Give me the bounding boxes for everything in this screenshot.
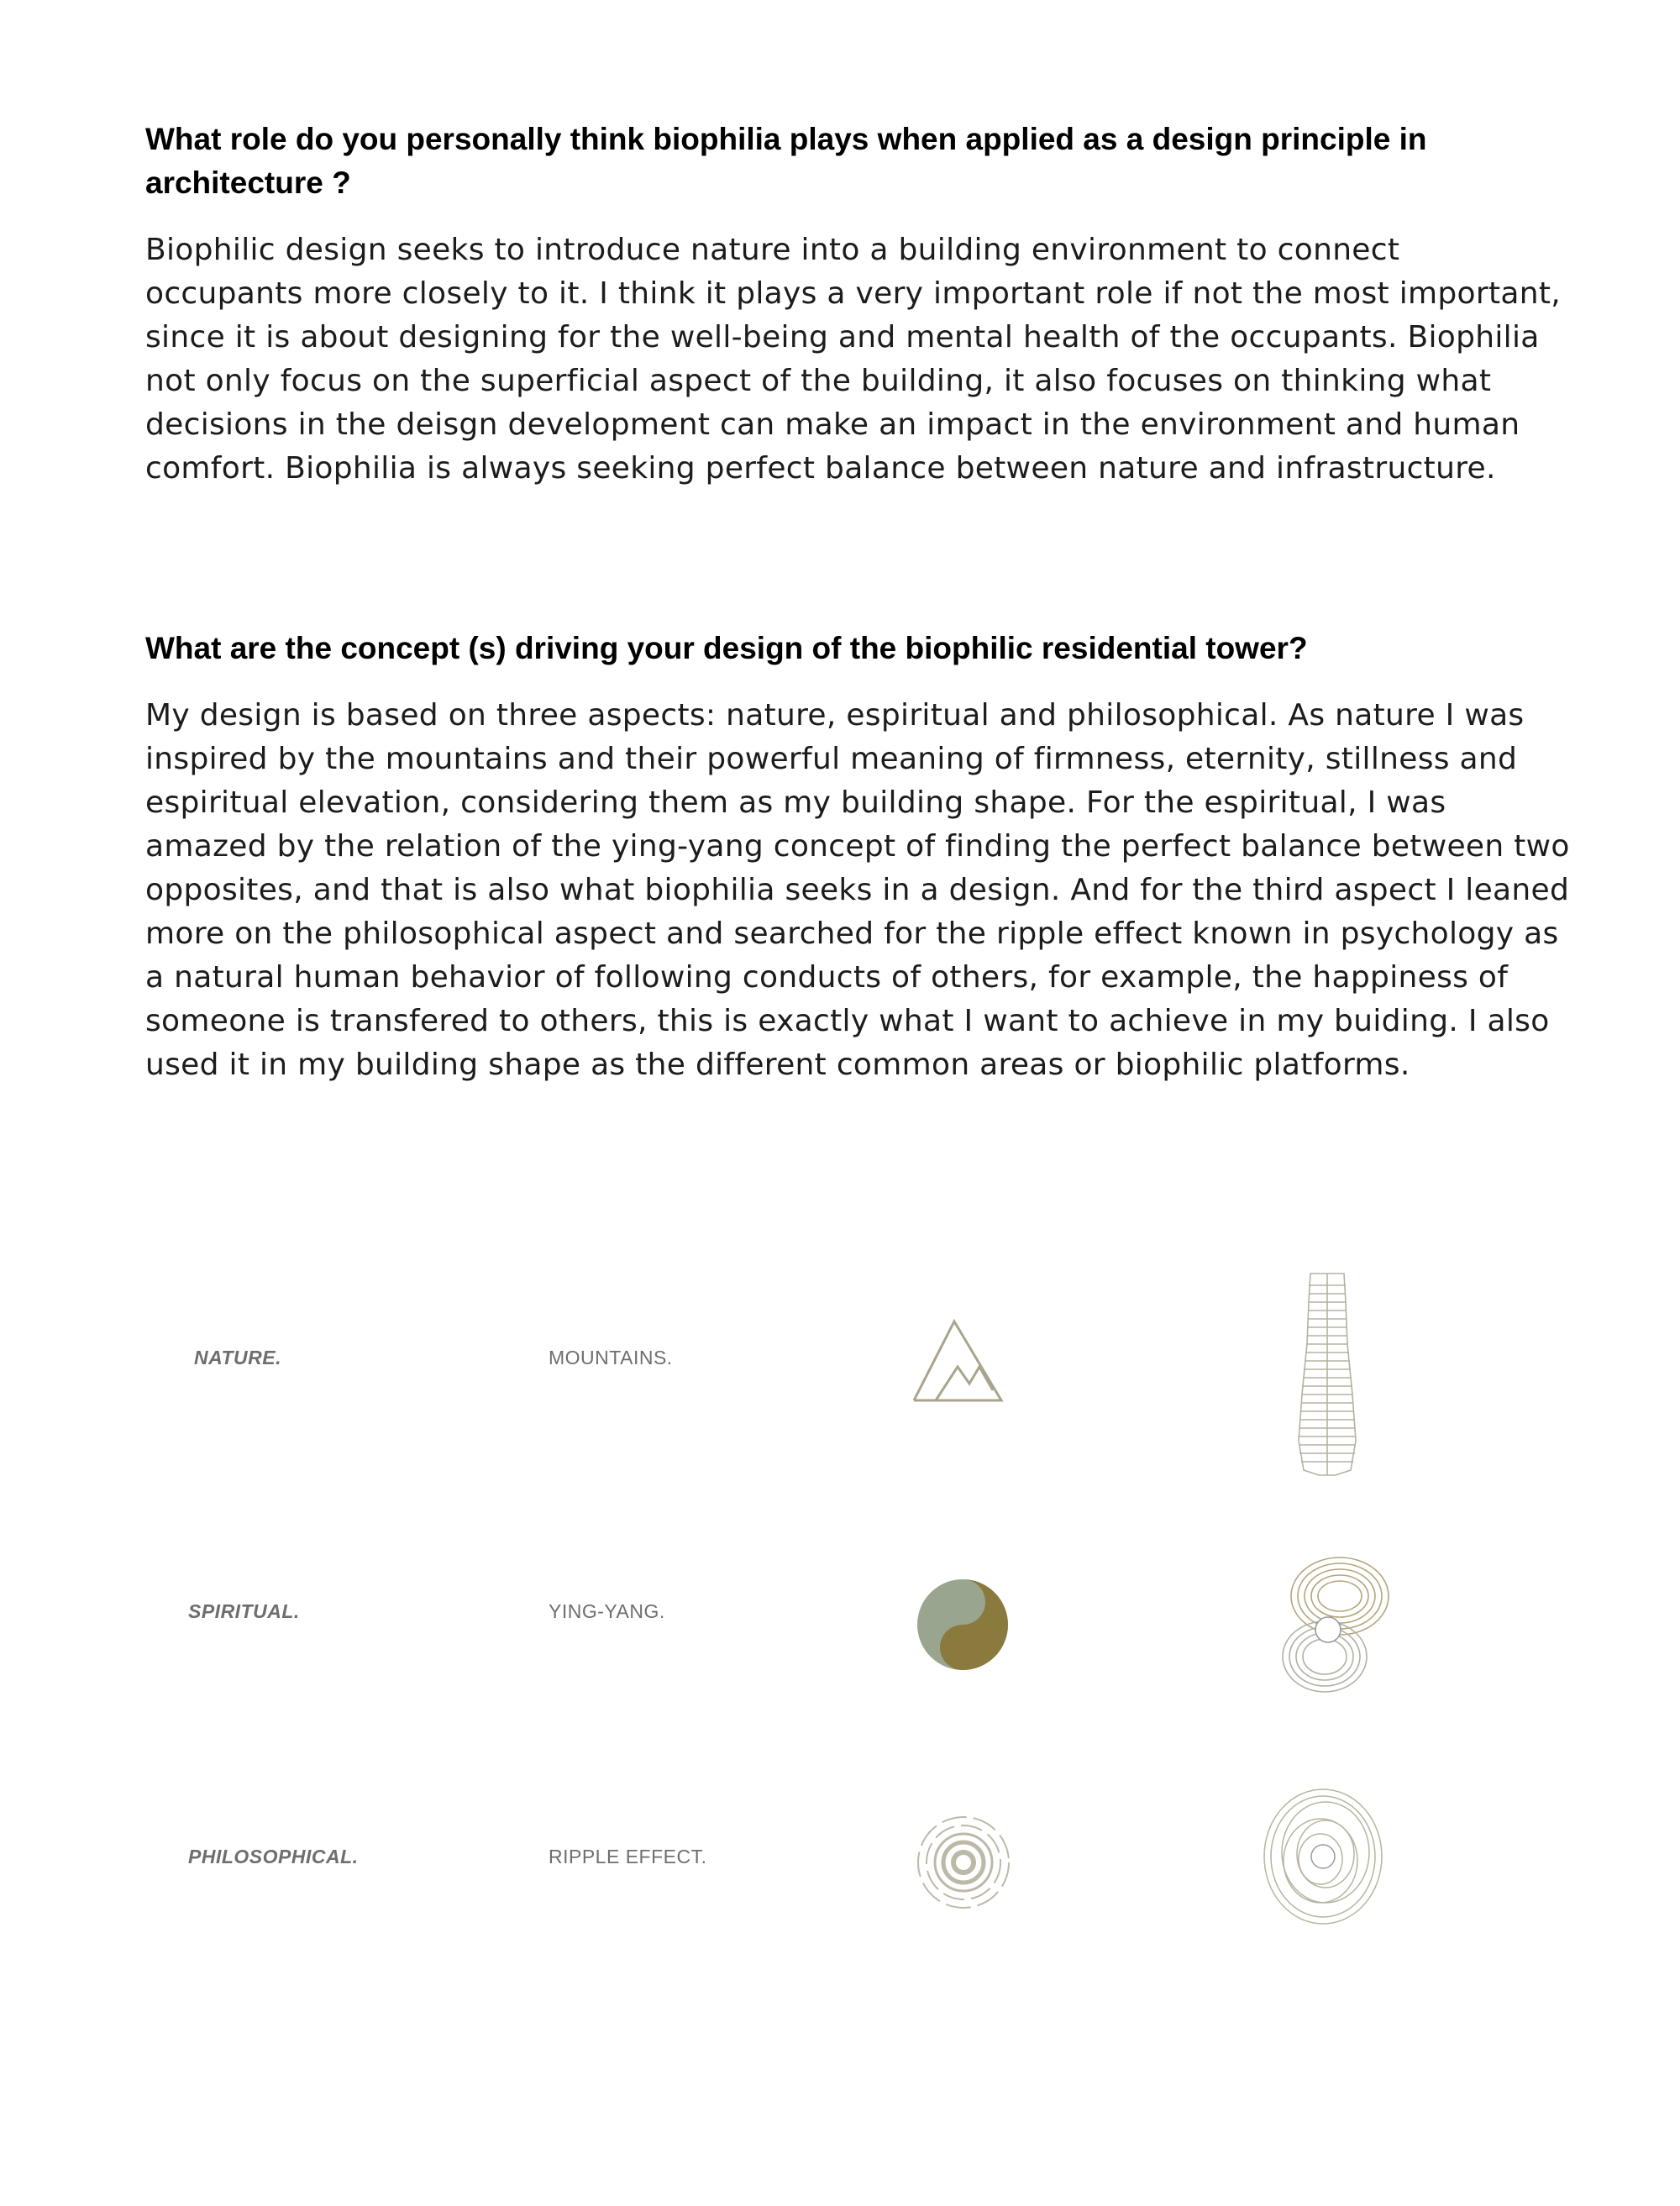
- question-2-heading: What are the concept (s) driving your design of the biophilic residential tower?: [145, 631, 1308, 665]
- aspect-label-nature: NATURE.: [194, 1347, 282, 1368]
- question-1-heading: What role do you personally think biophilia plays when applied as a design principle in architecture ?: [145, 122, 1427, 200]
- aspect-label-spiritual: SPIRITUAL.: [188, 1600, 300, 1622]
- concept-label-ripple-effect: RIPPLE EFFECT.: [549, 1846, 707, 1867]
- concept-label-ying-yang: YING-YANG.: [549, 1600, 665, 1622]
- tower-plan-sketch: [1273, 1554, 1399, 1697]
- tower-elevation-sketch: [1285, 1268, 1369, 1479]
- aspect-label-philosophical: PHILOSOPHICAL.: [188, 1846, 359, 1867]
- ripple-icon: [916, 1815, 1011, 1910]
- yin-yang-icon: [916, 1578, 1010, 1672]
- ripple-plan-sketch: [1260, 1785, 1386, 1928]
- answer-2-paragraph: My design is based on three aspects: nature, espiritual and philosophical. As nature I was inspired by the mountains and their powerful meaning of firmness, eternity, stillness and espiritual elevation, considering them as my building shape. For the espiritual, I was amazed by the relation of the ying-yang concept of finding the perfect balance between two opposites, and that is also what biophilia seeks in a design. And for the third aspect I leaned more on the philosophical aspect and searched for the ripple effect known in psychology as a natural human behavior of following conducts of others, for example, the happiness of someone is transfered to others, this is exactly what I want to achieve in my buiding. I also used it in my building shape as the different common areas or biophilic platforms.: [145, 698, 1570, 1082]
- answer-1-paragraph: Biophilic design seeks to introduce nature into a building environment to connect occupants more closely to it. I think it plays a very important role if not the most important, since it is about designing for the well-being and mental health of the occupants. Biophilia not only focus on the superficial aspect of the building, it also focuses on thinking what decisions in the deisgn development can make an impact in the environment and human comfort. Biophilia is always seeking perfect balance between nature and infrastructure.: [145, 233, 1561, 486]
- concept-label-mountains: MOUNTAINS.: [549, 1347, 673, 1368]
- mountain-icon: [907, 1315, 1008, 1405]
